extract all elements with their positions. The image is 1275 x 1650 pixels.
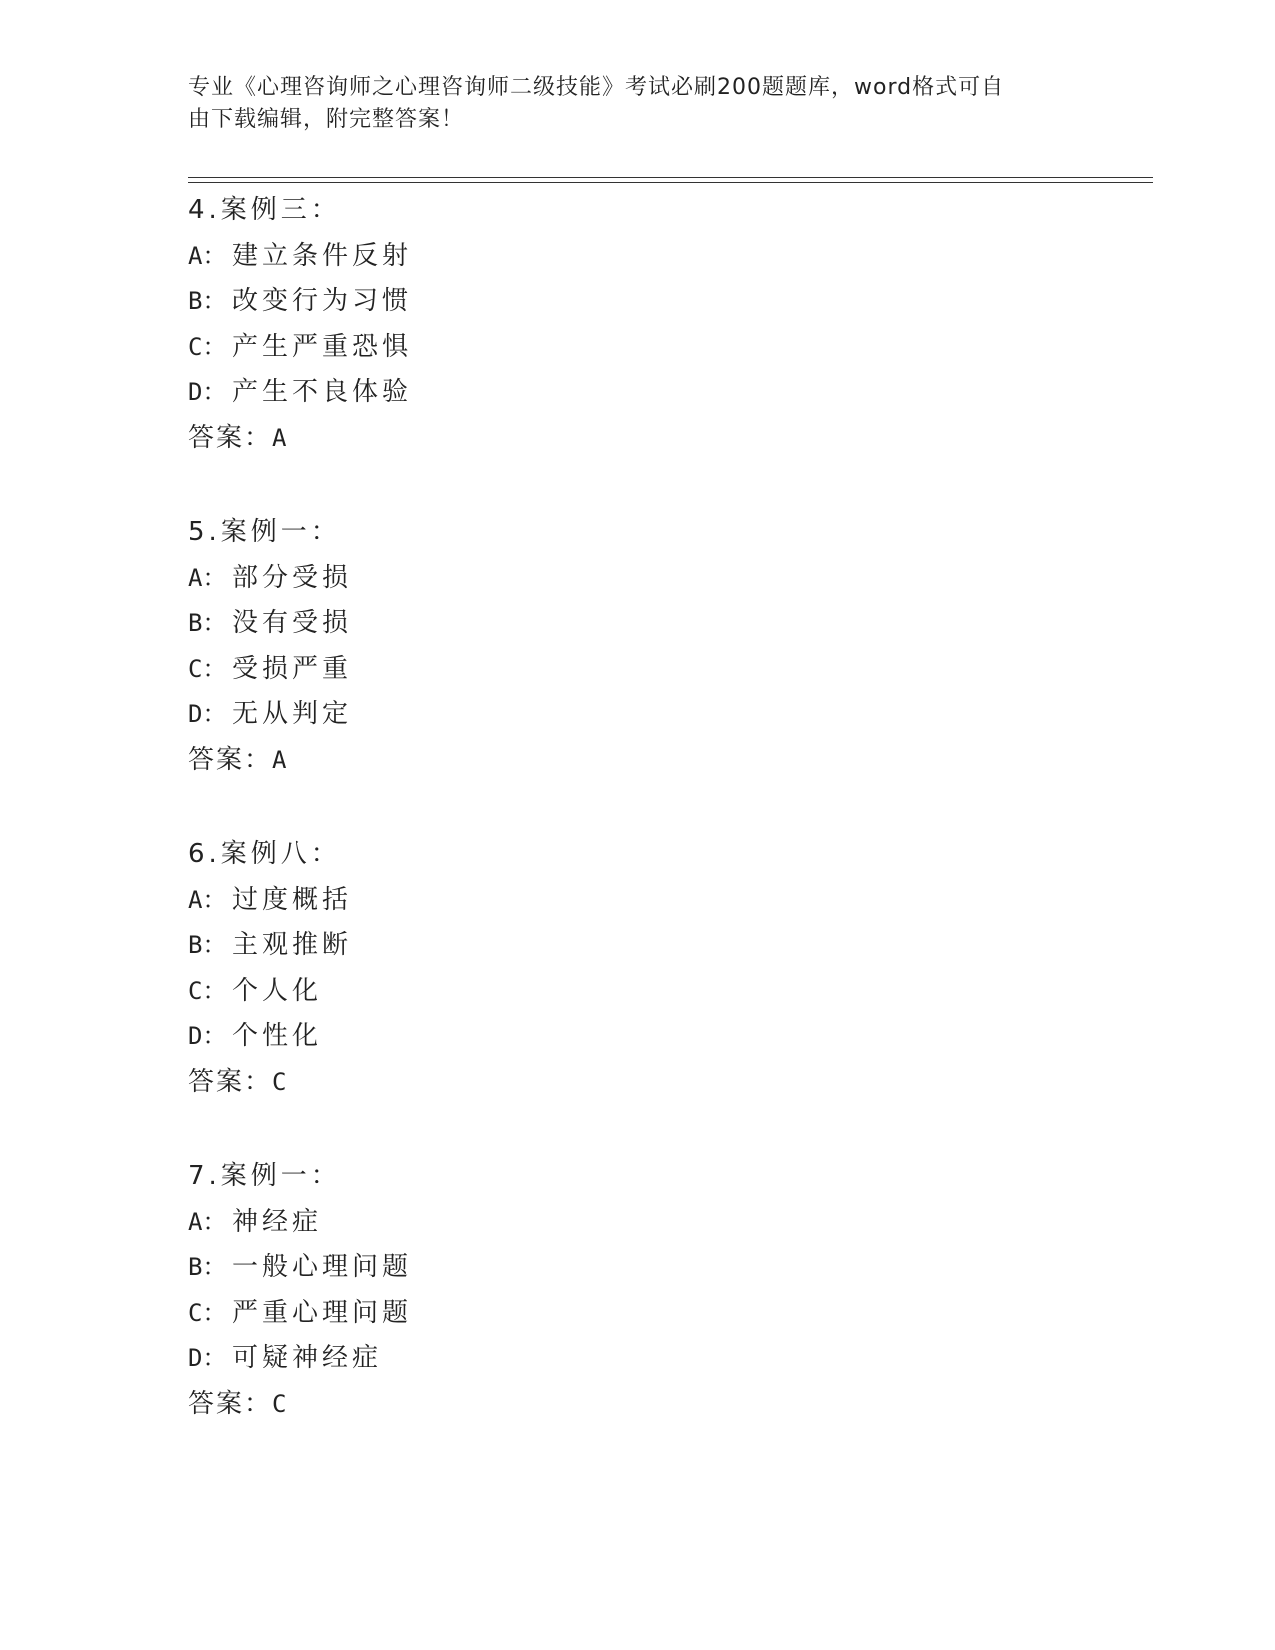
option-text: 没有受损 [232,608,353,638]
option-letter: A： [188,241,227,270]
option-text: 神经症 [232,1206,323,1237]
question-title: 7.案例一： [188,1161,341,1191]
option-letter: B： [188,287,227,315]
answer-value: A [272,745,287,774]
answer-label: 答案： [188,1066,273,1097]
option-text: 受损严重 [232,653,353,684]
option-letter: A： [188,563,227,592]
option-letter: B： [188,931,227,959]
option-letter: C： [188,332,227,361]
answer-label: 答案： [188,422,273,453]
option-text: 产生不良体验 [232,377,413,407]
option-text: 部分受损 [232,562,353,593]
option-text: 严重心理问题 [232,1297,413,1328]
question-title: 4.案例三： [188,195,341,225]
answer-value: A [272,423,287,452]
question-list [188,188,1088,1476]
document-header [188,72,1068,136]
answer-line [188,1382,1088,1428]
header-line-2: 由下载编辑，附完整答案！ [188,107,465,132]
option-letter: D： [188,1344,227,1372]
option-text: 一般心理问题 [232,1252,413,1282]
answer-line [188,738,1088,784]
option-b [188,1245,1088,1291]
option-text: 可疑神经症 [232,1343,383,1373]
question-title: 5.案例一： [188,517,341,547]
question-item [188,1154,1088,1427]
option-letter: C： [188,654,227,683]
option-a [188,234,1088,280]
option-text: 过度概括 [232,884,353,915]
option-letter: B： [188,1253,227,1281]
option-letter: A： [188,1207,227,1236]
option-text: 改变行为习惯 [232,286,413,316]
option-text: 个性化 [232,1021,323,1051]
option-c [188,325,1088,371]
option-text: 无从判定 [232,699,353,729]
answer-line [188,1060,1088,1106]
question-item [188,832,1088,1105]
question-title: 6.案例八： [188,839,341,869]
option-text: 主观推断 [232,930,353,960]
option-a [188,1200,1088,1246]
option-b [188,923,1088,969]
question-item [188,188,1088,461]
answer-value: C [272,1389,287,1418]
answer-line [188,416,1088,462]
option-c [188,1291,1088,1337]
answer-value: C [272,1067,287,1096]
option-text: 个人化 [232,975,323,1006]
option-letter: C： [188,976,227,1005]
header-divider-top [188,177,1153,178]
option-letter: D： [188,700,227,728]
option-letter: B： [188,609,227,637]
answer-label: 答案： [188,1388,273,1419]
option-text: 建立条件反射 [232,240,413,271]
option-letter: C： [188,1298,227,1327]
option-d [188,1336,1088,1382]
option-letter: A： [188,885,227,914]
option-c [188,647,1088,693]
header-line-1: 专业《心理咨询师之心理咨询师二级技能》考试必刷200题题库，word格式可自 [188,75,1005,100]
option-b [188,279,1088,325]
answer-label: 答案： [188,744,273,775]
option-a [188,878,1088,924]
option-c [188,969,1088,1015]
option-d [188,1014,1088,1060]
option-a [188,556,1088,602]
option-b [188,601,1088,647]
option-letter: D： [188,378,227,406]
option-text: 产生严重恐惧 [232,331,413,362]
header-divider-bottom [188,182,1153,183]
option-letter: D： [188,1022,227,1050]
question-item [188,510,1088,783]
option-d [188,370,1088,416]
option-d [188,692,1088,738]
